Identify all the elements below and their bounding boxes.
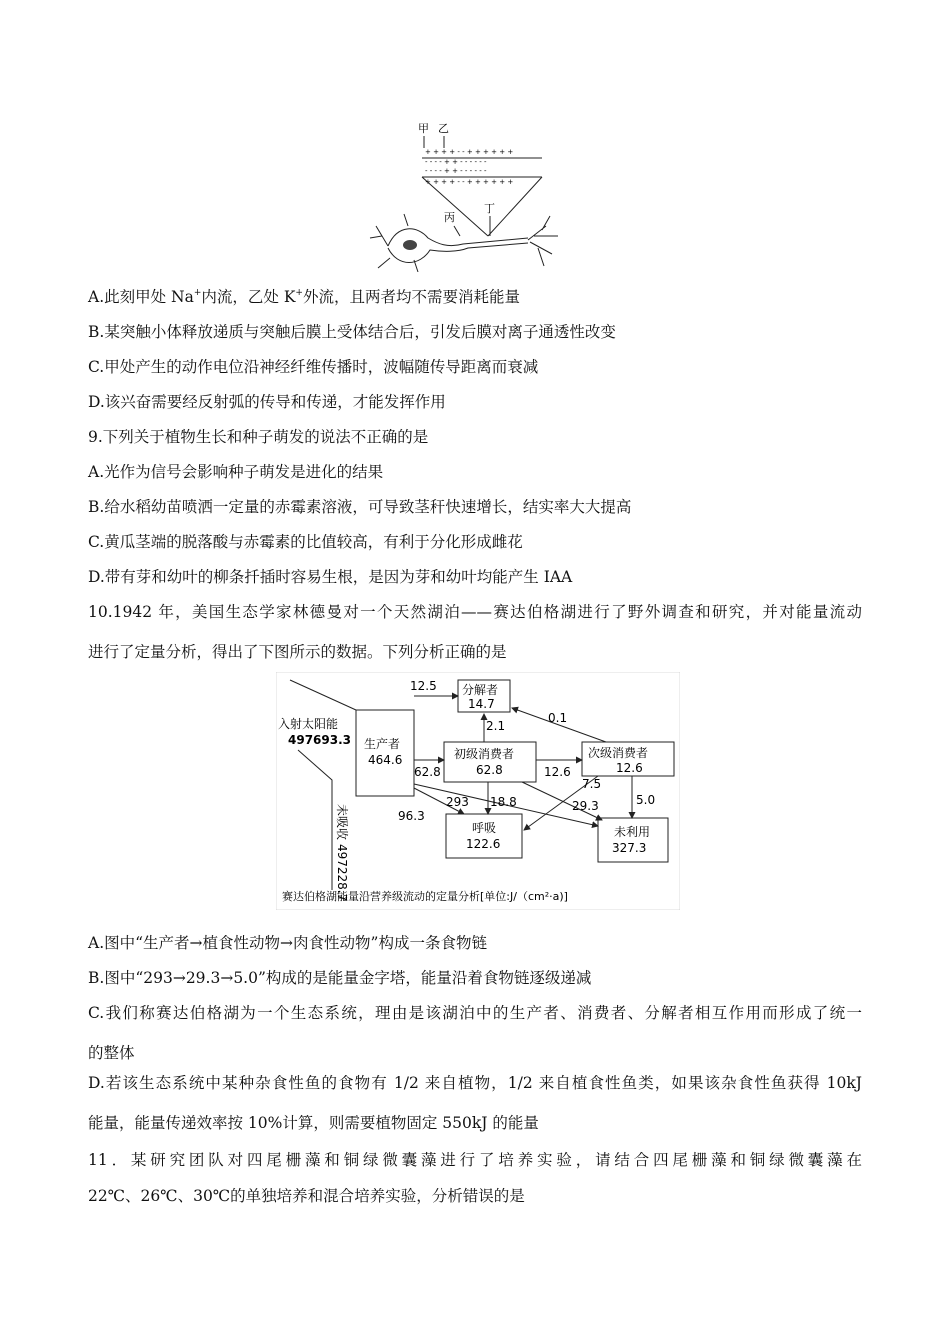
q9-option-d: D.带有芽和幼叶的柳条扦插时容易生根，是因为芽和幼叶均能产生 IAA: [88, 568, 573, 586]
q8-option-c: C.甲处产生的动作电位沿神经纤维传播时，波幅随传导距离而衰减: [88, 358, 539, 376]
flow-label-7-5: 7.5: [582, 777, 602, 791]
q10-option-b: B.图中“293→29.3→5.0”构成的是能量金字塔，能量沿着食物链逐级递减: [88, 969, 592, 987]
flow-label-5-0: 5.0: [636, 793, 656, 807]
decomposer-label: 分解者: [462, 683, 499, 697]
primary-value: 62.8: [476, 763, 503, 777]
label-jia: 甲: [418, 122, 429, 135]
neuron-figure: [368, 118, 560, 272]
flow-label-0-1: 0.1: [548, 711, 568, 725]
unabsorbed-label: 未吸收: [335, 804, 349, 841]
q9-stem: 9.下列关于植物生长和种子萌发的说法不正确的是: [88, 428, 429, 446]
flow-label-18-8: 18.8: [490, 795, 517, 809]
secondary-value: 12.6: [616, 761, 643, 775]
respiration-value: 122.6: [466, 837, 501, 851]
flow-label-62-8: 62.8: [414, 765, 441, 779]
solar-label: 入射太阳能: [278, 717, 339, 731]
q9-option-b: B.给水稻幼苗喷洒一定量的赤霉素溶液，可导致茎秆快速增长，结实率大大提高: [88, 498, 632, 516]
energy-flow-figure: [276, 672, 680, 910]
flow-label-96-3: 96.3: [398, 809, 425, 823]
q8-option-a: A.此刻甲处 Na+内流，乙处 K+外流，且两者均不需要消耗能量: [88, 288, 520, 306]
secondary-label: 次级消费者: [588, 746, 649, 760]
label-bing: 丙: [444, 211, 455, 224]
unused-label: 未利用: [614, 825, 651, 839]
q11-stem-line2: 22℃、26℃、30℃的单独培养和混合培养实验，分析错误的是: [88, 1187, 525, 1205]
q10-option-c-line2: 的整体: [88, 1044, 135, 1062]
decomposer-value: 14.7: [468, 697, 495, 711]
q11-stem-line1: 11．某研究团队对四尾栅藻和铜绿微囊藻进行了培养实验，请结合四尾栅藻和铜绿微囊藻在: [88, 1151, 862, 1169]
flow-label-29-3: 29.3: [572, 799, 599, 813]
axon-terminals: [528, 216, 558, 266]
nucleus: [403, 240, 417, 250]
q10-stem-line2: 进行了定量分析，得出了下图所示的数据。下列分析正确的是: [88, 643, 507, 661]
q8-option-d: D.该兴奋需要经反射弧的传导和传递，才能发挥作用: [88, 393, 446, 411]
unabsorbed-value: 497228.7: [335, 844, 349, 902]
q10-option-c-line1: C.我们称赛达伯格湖为一个生态系统，理由是该湖泊中的生产者、消费者、分解者相互作用而形成了统一: [88, 1004, 862, 1022]
q9-option-a: A.光作为信号会影响种子萌发是进化的结果: [88, 463, 384, 481]
solar-value: 497693.3: [288, 733, 352, 747]
arrow-bing: [454, 226, 460, 236]
flow-label-12-5: 12.5: [410, 679, 437, 693]
unused-value: 327.3: [612, 841, 647, 855]
primary-label: 初级消费者: [454, 747, 515, 761]
q10-stem-line1: 10.1942 年，美国生态学家林德曼对一个天然湖泊——赛达伯格湖进行了野外调查和研究，并对能量流动: [88, 603, 862, 621]
q9-option-c: C.黄瓜茎端的脱落酸与赤霉素的比值较高，有利于分化形成雌花: [88, 533, 523, 551]
charge-row-1: + + + + - - + + + + + +: [425, 148, 514, 156]
q8-option-b: B.某突触小体释放递质与突触后膜上受体结合后，引发后膜对离子通透性改变: [88, 323, 616, 341]
figure-caption: 赛达伯格湖能量沿营养级流动的定量分析[单位:J/（cm²·a)]: [282, 890, 568, 903]
q10-option-a: A.图中“生产者→植食性动物→肉食性动物”构成一条食物链: [88, 934, 487, 952]
q10-option-d-line2: 能量，能量传递效率按 10%计算，则需要植物固定 550kJ 的能量: [88, 1114, 539, 1132]
flow-label-2-1: 2.1: [486, 719, 506, 733]
label-yi: 乙: [438, 122, 449, 135]
respiration-label: 呼吸: [472, 821, 497, 835]
q10-option-d-line1: D.若该生态系统中某种杂食性鱼的食物有 1/2 来自植物，1/2 来自植食性鱼类，如果该杂食性鱼获得 10kJ: [88, 1074, 862, 1092]
charge-row-4: + + + + - - + + + + + +: [425, 178, 514, 186]
producer-value: 464.6: [368, 753, 403, 767]
flow-label-293: 293: [446, 795, 469, 809]
charge-row-2: - - - - + + - - - - - -: [425, 158, 487, 166]
label-ding: 丁: [484, 202, 495, 215]
charge-row-3: - - - - + + - - - - - -: [425, 167, 487, 175]
flow-label-12-6: 12.6: [544, 765, 571, 779]
producer-label: 生产者: [364, 737, 401, 751]
